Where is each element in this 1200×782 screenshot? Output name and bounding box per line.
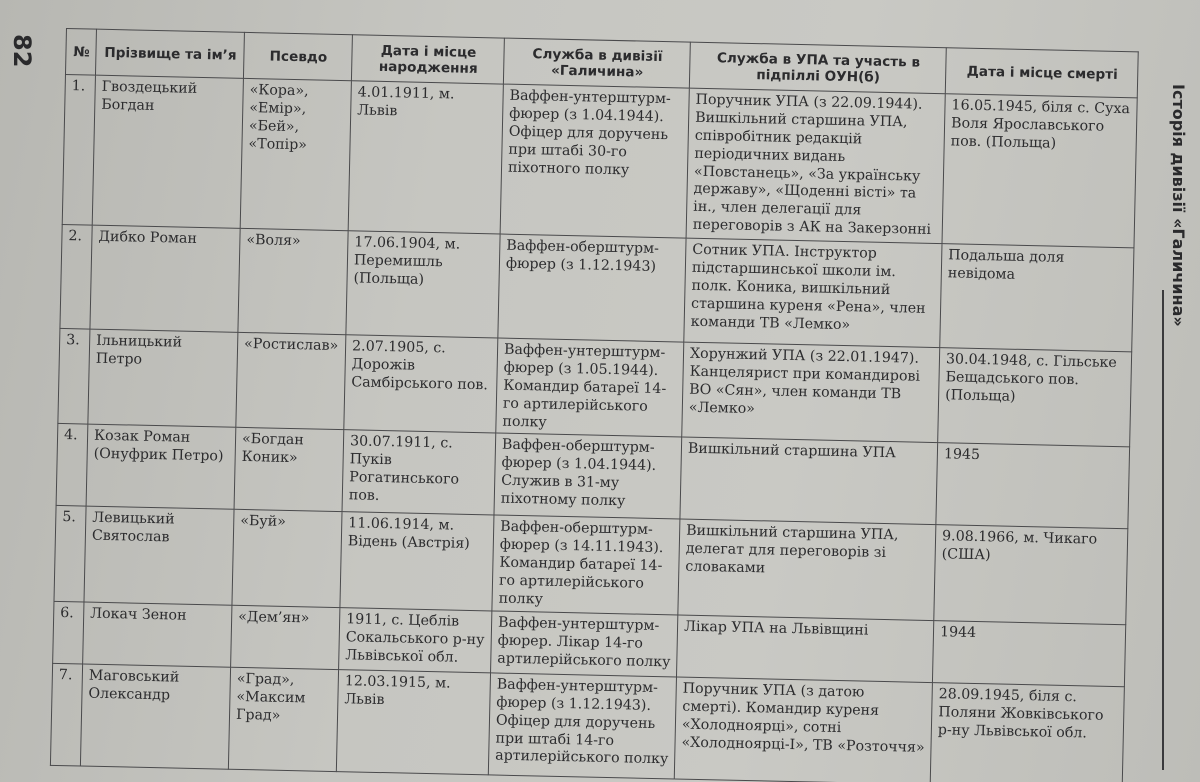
cell-death: 30.04.1948, с. Гільське Бещадського пов. (Польща)	[938, 348, 1132, 448]
margin-rule	[1162, 290, 1164, 770]
cell-birth: 17.06.1904, м. Перемишль (Польща)	[346, 231, 500, 338]
cell-upa: Хорунжий УПА (з 22.01.1947). Канцелярист при командирові ВО «Сян», член команди ТВ «Лемко»	[682, 342, 940, 443]
cell-name: Гвоздецький Богдан	[92, 75, 243, 228]
header-num: №	[65, 29, 96, 76]
cell-num: 4.	[56, 424, 88, 507]
cell-name: Дибко Роман	[90, 225, 240, 332]
cell-num: 2.	[60, 224, 92, 329]
cell-num: 5.	[54, 506, 86, 602]
cell-birth: 11.06.1914, м. Відень (Австрія)	[340, 512, 494, 611]
header-death: Дата і місце смерті	[945, 48, 1138, 98]
cell-birth: 30.07.1911, с. Пуків Рогатинського пов.	[342, 430, 496, 515]
cell-pseudo: «Дем’ян»	[231, 605, 340, 669]
cell-name: Ільницький Петро	[88, 329, 238, 428]
cell-birth: 1911, с. Цеблів Сокальського р-ну Львівської обл.	[339, 608, 492, 673]
cell-division: Ваффен-оберштурм-фюрер (з 1.12.1943)	[498, 234, 686, 342]
table-container	[50, 28, 1139, 782]
cell-division: Ваффен-унтерштурм-фюрер. Лікар 14-го артилерійського полку	[491, 611, 678, 677]
cell-division: Ваффен-оберштурм-фюрер (з 1.04.1944). Служив в 31-му піхотному полку	[494, 433, 682, 519]
cell-upa: Поручник УПА (з датою смерті). Командир куреня «Холодноярці», сотні «Холодноярці-I», ТВ «Розточчя»	[674, 677, 932, 782]
cell-num: 7.	[50, 663, 82, 766]
cell-pseudo: «Буй»	[232, 510, 342, 608]
cell-division: Ваффен-унтерштурм-фюрер (з 1.12.1943). Офіцер для доручень при штабі 14-го артилерійського полку	[488, 673, 676, 779]
cell-name: Левицький Святослав	[84, 507, 234, 606]
cell-num: 3.	[58, 328, 90, 424]
header-upa: Служба в УПА та участь в підпіллі ОУН(б)	[689, 42, 946, 94]
cell-upa: Лікар УПА на Львівщині	[676, 615, 933, 683]
cell-pseudo: «Град», «Максим Град»	[228, 667, 338, 771]
cell-pseudo: «Воля»	[238, 228, 348, 334]
cell-name: Козак Роман (Онуфрик Петро)	[86, 425, 236, 510]
page-number: 82	[8, 34, 36, 68]
cell-name: Локач Зенон	[83, 602, 232, 667]
cell-upa: Сотник УПА. Інструктор підстаршинської школи ім. полк. Коника, вишкільний старшина куреня «Рена», член команди ТВ «Лемко»	[684, 238, 942, 348]
cell-pseudo: «Ростислав»	[236, 332, 346, 430]
table-row	[62, 74, 1137, 247]
header-division: Служба в дивізії «Галичина»	[503, 38, 690, 88]
header-pseudo: Псевдо	[243, 32, 352, 80]
cell-num: 1.	[62, 74, 95, 225]
cell-name: Маговський Олександр	[80, 664, 230, 769]
cell-death: 1944	[932, 620, 1125, 686]
cell-death: 1945	[936, 443, 1130, 529]
cell-division: Ваффен-оберштурм-фюрер (з 14.11.1943). Командир батареї 14-го артилерійського полку	[492, 515, 680, 614]
cell-pseudo: «Кора», «Емір», «Бей», «Топір»	[240, 78, 351, 230]
cell-birth: 4.01.1911, м. Львів	[348, 81, 503, 234]
cell-birth: 12.03.1915, м. Львів	[336, 670, 490, 775]
cell-upa: Вишкільний старшина УПА, делегат для переговорів зі словаками	[678, 519, 936, 620]
cell-death: 9.08.1966, м. Чикаго (США)	[934, 525, 1128, 625]
cell-division: Ваффен-унтерштурм-фюрер (з 1.04.1944). Офіцер для доручень при штабі 30-го піхотного полку	[500, 84, 689, 238]
cell-pseudo: «Богдан Коник»	[234, 428, 344, 512]
header-birth: Дата і місце народження	[351, 35, 504, 84]
cell-death: 16.05.1945, біля с. Суха Воля Ярославського пов. (Польща)	[942, 94, 1137, 248]
cell-division: Ваффен-унтерштурм-фюрер (з 1.05.1944). Командир батареї 14-го артилерійського полку	[496, 338, 684, 437]
header-name: Прізвище та ім’я	[95, 29, 244, 78]
cell-upa: Вишкільний старшина УПА	[680, 437, 938, 525]
cell-num: 6.	[53, 601, 84, 664]
cell-death: Подальша доля невідома	[940, 244, 1134, 352]
biography-table	[50, 28, 1139, 782]
cell-birth: 2.07.1905, с. Дорожів Самбірського пов.	[344, 335, 498, 434]
running-title: Історія дивізії «Галичина»	[1169, 84, 1188, 327]
cell-upa: Поручник УПА (з 22.09.1944). Вишкільний старшина УПА, співробітник редакцій періодичних видань «Повстанець», «За українську державу», «Щоденні вісті» та ін., член делегації для переговорів з АК на Закерзонні	[686, 88, 945, 244]
cell-death: 28.09.1945, біля с. Поляни Жовківського р-ну Львівської обл.	[930, 682, 1124, 782]
